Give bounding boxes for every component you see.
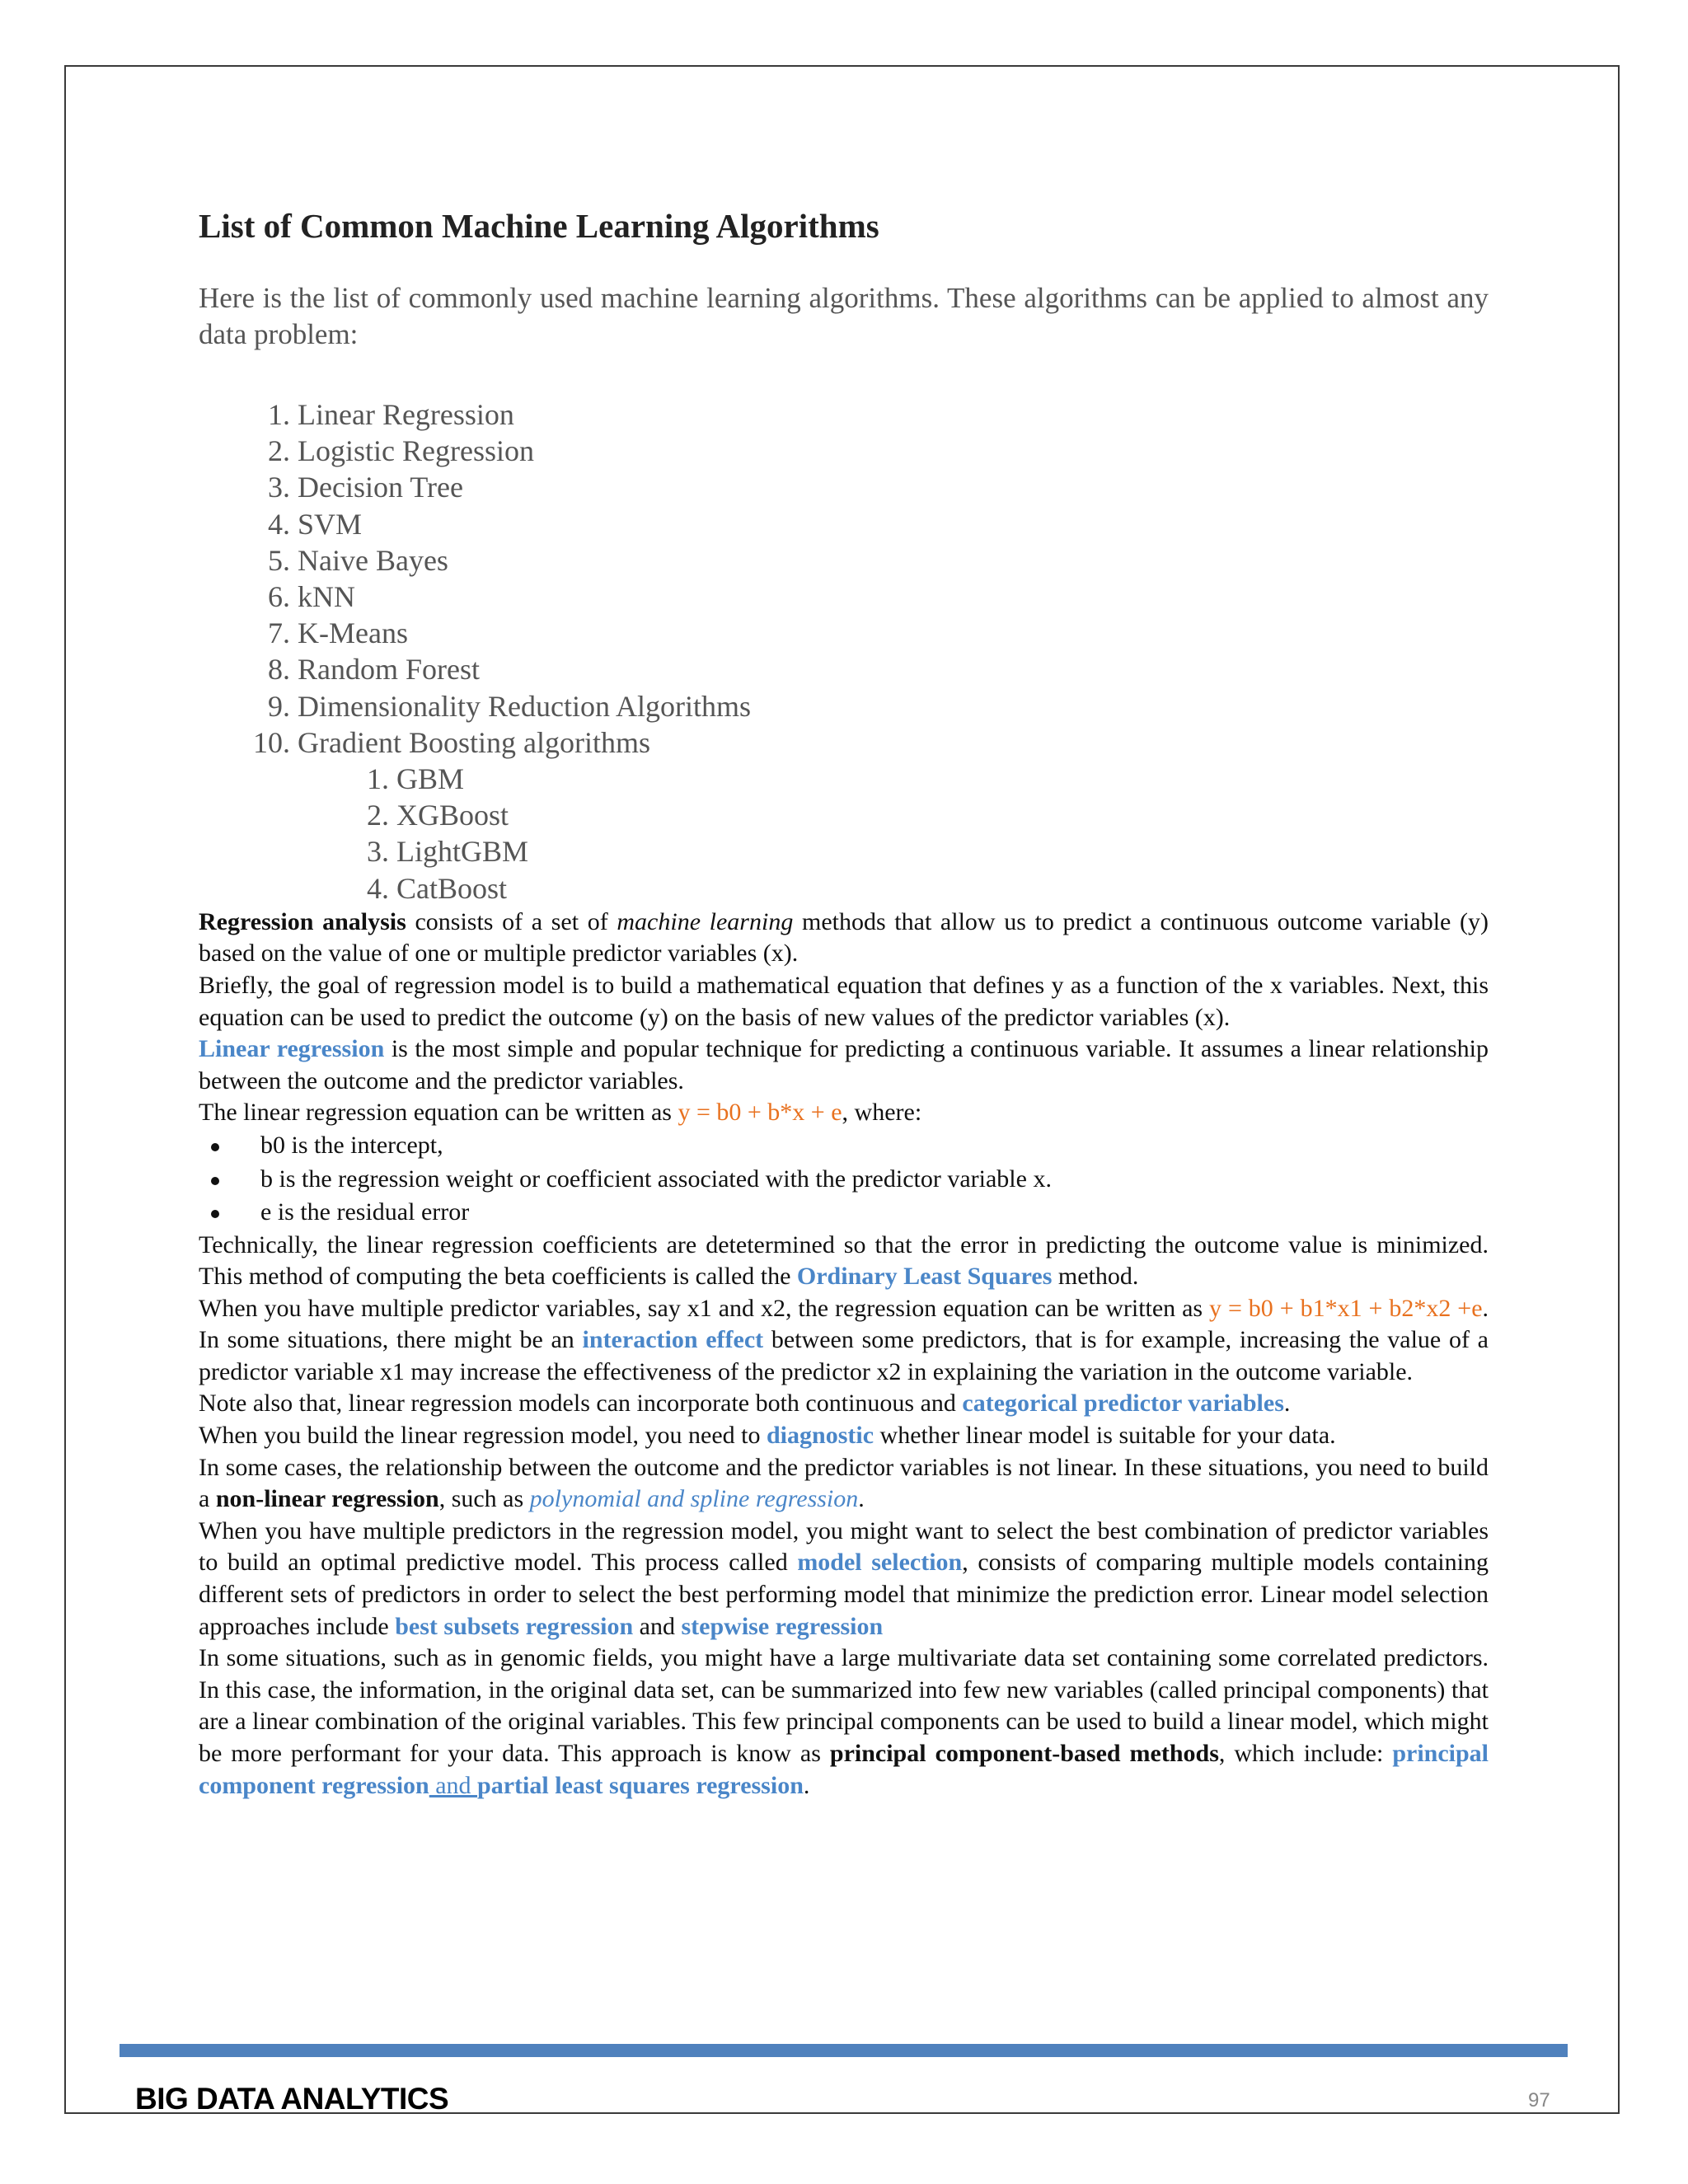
list-item xyxy=(260,1196,1489,1230)
boosting-list xyxy=(298,761,1489,907)
text: is the most simple and popular technique for predicting a continuous variable. It assumes a linear relationship between the outcome and the predictor variables. xyxy=(199,1035,1489,1094)
text: When you build the linear regression model, you need to xyxy=(199,1422,767,1450)
list-item: 1. Linear Regression xyxy=(298,396,1489,433)
link-principal-component-regression[interactable]: principal component regression xyxy=(199,1740,1489,1799)
text: , consists of comparing multiple models containing different sets of predictors in order to select the best performing model that minimize the prediction error. Linear model selection approaches include xyxy=(199,1549,1489,1640)
list-item: 3. Decision Tree xyxy=(298,469,1489,505)
list-item: 6. kNN xyxy=(298,579,1489,615)
text: The linear regression equation can be written as xyxy=(199,1099,678,1127)
link-and[interactable]: and xyxy=(429,1771,478,1799)
list-item: 2. Logistic Regression xyxy=(298,433,1489,469)
paragraph-categorical xyxy=(199,1388,1489,1420)
bullet-icon xyxy=(211,1143,219,1151)
paragraph-multiple-predictors xyxy=(199,1293,1489,1389)
list-item-text: e is the residual error xyxy=(260,1198,470,1226)
algorithm-list xyxy=(199,396,1489,907)
equation: y = b0 + b*x + e xyxy=(678,1099,842,1127)
list-item: 5. Naive Bayes xyxy=(298,542,1489,579)
link-categorical-predictor-variables[interactable]: categorical predictor variables xyxy=(962,1390,1284,1418)
list-item: 8. Random Forest xyxy=(298,651,1489,687)
text: In some cases, the relationship between the outcome and the predictor variables is not linear. In these situations, you need to build a xyxy=(199,1453,1489,1513)
text: between some predictors, that is for example, increasing the value of a predictor variable x1 may increase the effectiveness of the predictor x2 in explaining the variation in the outcome variable. xyxy=(199,1326,1489,1385)
link-ordinary-least-squares[interactable]: Ordinary Least Squares xyxy=(796,1263,1053,1291)
term-regression-analysis: Regression analysis xyxy=(199,907,406,935)
footer-title: BIG DATA ANALYTICS xyxy=(135,2082,449,2116)
text: . xyxy=(858,1485,865,1513)
list-item: 1. GBM xyxy=(396,761,1489,797)
equation-terms-list xyxy=(199,1129,1489,1230)
bullet-icon xyxy=(211,1177,219,1185)
text: methods that allow us to predict a continuous outcome variable (y) based on the value of one or multiple predictor variables (x). xyxy=(199,907,1489,968)
paragraph-diagnostic xyxy=(199,1420,1489,1452)
text: Technically, the linear regression coefficients are detetermined so that the error in predicting the outcome value is minimized. This method of computing the beta coefficients is called the xyxy=(199,1230,1489,1291)
list-item: 7. K-Means xyxy=(298,615,1489,651)
link-model-selection[interactable]: model selection xyxy=(797,1549,963,1577)
link-polynomial-spline-regression[interactable]: polynomial and spline regression xyxy=(529,1485,859,1513)
link-partial-least-squares-regression[interactable]: partial least squares regression xyxy=(477,1771,804,1799)
text: . xyxy=(1283,1390,1291,1418)
list-item xyxy=(260,1163,1489,1197)
text: . In some situations, there might be an xyxy=(199,1294,1489,1354)
intro-text: Here is the list of commonly used machine learning algorithms. These algorithms can be applied to almost any data problem: xyxy=(199,282,1489,350)
equation: y = b0 + b1*x1 + b2*x2 +e xyxy=(1209,1294,1483,1322)
list-item xyxy=(260,1129,1489,1163)
link-diagnostic[interactable]: diagnostic xyxy=(767,1422,874,1450)
text: consists of a set of xyxy=(406,907,617,935)
link-interaction-effect[interactable]: interaction effect xyxy=(582,1326,764,1354)
bullet-icon xyxy=(211,1210,219,1218)
text: When you have multiple predictor variables, say x1 and x2, the regression equation can be written as xyxy=(199,1294,1210,1322)
text: , such as xyxy=(438,1485,530,1513)
page-number: 97 xyxy=(1528,2089,1550,2111)
paragraph-equation xyxy=(199,1097,1489,1129)
text: Note also that, linear regression models can incorporate both continuous and xyxy=(199,1390,963,1418)
term-machine-learning: machine learning xyxy=(617,907,794,935)
link-linear-regression[interactable]: Linear regression xyxy=(199,1035,385,1063)
paragraph-linear-regression xyxy=(199,1033,1489,1097)
text: method. xyxy=(1052,1263,1139,1291)
paragraph-regression-analysis xyxy=(199,907,1489,970)
link-best-subsets-regression[interactable]: best subsets regression xyxy=(395,1612,634,1640)
text: , where: xyxy=(842,1099,922,1127)
body-text xyxy=(199,907,1489,1802)
footer-bar xyxy=(120,2044,1568,2057)
page-title: List of Common Machine Learning Algorithms xyxy=(199,207,879,245)
link-stepwise-regression[interactable]: stepwise regression xyxy=(681,1612,884,1640)
paragraph-non-linear xyxy=(199,1452,1489,1516)
paragraph-model-selection xyxy=(199,1516,1489,1643)
paragraph-ols xyxy=(199,1230,1489,1293)
list-item xyxy=(298,724,1489,907)
list-item: 3. LightGBM xyxy=(396,833,1489,869)
term-principal-component-methods: principal component-based methods xyxy=(829,1740,1219,1767)
text: whether linear model is suitable for your data. xyxy=(874,1422,1336,1450)
text: , which include: xyxy=(1218,1740,1393,1767)
paragraph-principal-components xyxy=(199,1643,1489,1802)
list-item-text: b is the regression weight or coefficient associated with the predictor variable x. xyxy=(260,1165,1052,1193)
text: In some situations, such as in genomic fields, you might have a large multivariate data set containing some correlated predictors. In this case, the information, in the original data set, can be summarized into few new variables (called principal components) that are a linear combination of the original variables. This few principal components can be used to build a linear model, which might be more performant for your data. This approach is know as xyxy=(199,1644,1489,1767)
text: . xyxy=(803,1771,810,1799)
list-item: 9. Dimensionality Reduction Algorithms xyxy=(298,688,1489,724)
page-content xyxy=(199,204,1489,1802)
list-item-text: b0 is the intercept, xyxy=(260,1132,443,1159)
list-item-label: Gradient Boosting algorithms xyxy=(298,725,650,759)
text: When you have multiple predictors in the regression model, you might want to select the best combination of predictor variables to build an optimal predictive model. This process called xyxy=(199,1516,1489,1577)
text: and xyxy=(633,1612,682,1640)
paragraph-goal: Briefly, the goal of regression model is to build a mathematical equation that defines y as a function of the x variables. Next, this equation can be used to predict the outcome (y) on the basis of new values of the predictor variables (x). xyxy=(199,972,1489,1031)
list-item: 4. CatBoost xyxy=(396,870,1489,907)
list-item: 2. XGBoost xyxy=(396,797,1489,833)
term-non-linear-regression: non-linear regression xyxy=(215,1485,439,1513)
list-item: 4. SVM xyxy=(298,506,1489,542)
